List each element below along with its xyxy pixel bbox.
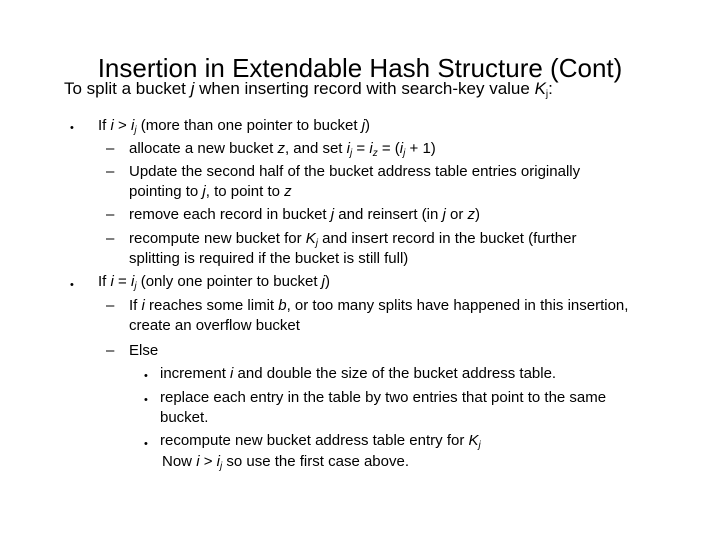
case2-replace-line2: bucket.: [160, 409, 209, 426]
var-j: j: [442, 206, 446, 223]
case2-increment: [160, 364, 556, 384]
text-segment: and reinsert (in: [334, 206, 443, 223]
subscript-text: j: [350, 148, 353, 159]
text-segment: If: [129, 297, 142, 314]
var-j: j: [190, 79, 195, 98]
text-segment: :: [548, 79, 553, 98]
var-k: K: [534, 79, 546, 98]
var-i: i: [196, 453, 200, 470]
var-i: i: [110, 273, 114, 290]
subscript-text: j: [403, 148, 406, 159]
text-segment: recompute new bucket for: [129, 230, 306, 247]
var-j: j: [330, 206, 335, 223]
dash-marker: –: [106, 206, 115, 223]
text-segment: Now: [162, 453, 197, 470]
text-segment: + 1): [405, 140, 436, 157]
text-segment: ): [365, 117, 371, 134]
var-j: j: [321, 273, 326, 290]
bullet-marker: •: [144, 370, 148, 382]
case2-else: Else: [129, 342, 159, 359]
dash-marker: –: [106, 342, 115, 359]
text-segment: , or too many splits have happened in this insertion,: [286, 297, 629, 314]
text-segment: when inserting record with search-key value: [194, 79, 535, 98]
dash-marker: –: [106, 230, 115, 247]
var-b: b: [278, 297, 287, 314]
case2-limit-line1: [129, 296, 628, 316]
text-segment: or: [445, 206, 468, 223]
subscript: j: [545, 89, 549, 100]
var-i: i: [110, 117, 114, 134]
slide-subtitle: [64, 78, 553, 100]
text-segment: increment: [160, 365, 231, 382]
text-segment: (only one pointer to bucket: [136, 273, 322, 290]
text-segment: and double the size of the bucket address table.: [233, 365, 557, 382]
text-segment: >: [113, 117, 131, 134]
text-segment: , and set: [284, 140, 347, 157]
bullet-marker: •: [144, 438, 148, 450]
var-i: i: [130, 273, 135, 290]
var-k: K: [468, 432, 479, 449]
var-z: z: [284, 183, 292, 200]
var-j: j: [361, 117, 366, 134]
text-segment: so use the first case above.: [222, 453, 409, 470]
subscript: [479, 440, 481, 451]
var-i: i: [141, 297, 145, 314]
case1-heading: [98, 116, 370, 136]
slide-title: Insertion in Extendable Hash Structure (Cont): [97, 53, 623, 83]
text-segment: =: [113, 273, 131, 290]
bullet-marker: •: [144, 394, 148, 406]
var-z: z: [277, 140, 285, 157]
case2-now: [162, 452, 409, 472]
case1-update-line1: Update the second half of the bucket address table entries originally: [129, 163, 581, 180]
subscript-text: z: [372, 148, 378, 159]
bullet-marker: •: [70, 122, 74, 134]
dash-marker: –: [106, 297, 115, 314]
case1-recompute-line2: splitting is required if the bucket is still full): [129, 250, 409, 267]
case2-recompute-entry: [160, 431, 481, 451]
case2-limit-line2: create an overflow bucket: [129, 317, 300, 334]
text-segment: If: [98, 117, 111, 134]
text-segment: remove each record in bucket: [129, 206, 331, 223]
var-j: j: [202, 183, 206, 200]
subscript-text: j: [219, 461, 223, 472]
text-segment: and insert record in the bucket (further: [318, 230, 577, 247]
var-i: i: [346, 140, 350, 157]
subscript-text: j: [134, 281, 137, 292]
bullet-marker: •: [70, 279, 74, 291]
var-k: K: [305, 230, 316, 247]
var-z: z: [467, 206, 476, 223]
case1-remove: [129, 205, 480, 225]
case1-allocate: [129, 139, 436, 159]
case2-heading: [98, 272, 330, 292]
var-i: i: [230, 365, 234, 382]
var-i: i: [399, 140, 404, 157]
text-segment: >: [199, 453, 217, 470]
text-segment: , to point to: [205, 183, 285, 200]
text-segment: If: [98, 273, 111, 290]
subscript-text: j: [134, 125, 137, 136]
text-segment: pointing to: [129, 183, 203, 200]
subscript-text: j: [315, 238, 319, 249]
text-segment: allocate a new bucket: [129, 140, 278, 157]
text-segment: ): [325, 273, 331, 290]
case1-recompute-line1: [129, 229, 576, 249]
text-segment: ): [475, 206, 481, 223]
case1-update-line2: [129, 182, 292, 202]
text-segment: recompute new bucket address table entry for: [160, 432, 469, 449]
subscript-text: j: [478, 440, 481, 451]
text-segment: (more than one pointer to bucket: [136, 117, 362, 134]
var-i: i: [216, 453, 220, 470]
case2-replace-line1: replace each entry in the table by two entries that point to the same: [160, 389, 607, 406]
text-segment: To split a bucket: [64, 79, 191, 98]
var-i: i: [369, 140, 373, 157]
dash-marker: –: [106, 140, 115, 157]
var-i: i: [130, 117, 135, 134]
dash-marker: –: [106, 163, 115, 180]
text-segment: =: [352, 140, 370, 157]
text-segment: reaches some limit: [144, 297, 279, 314]
text-segment: = (: [377, 140, 400, 157]
